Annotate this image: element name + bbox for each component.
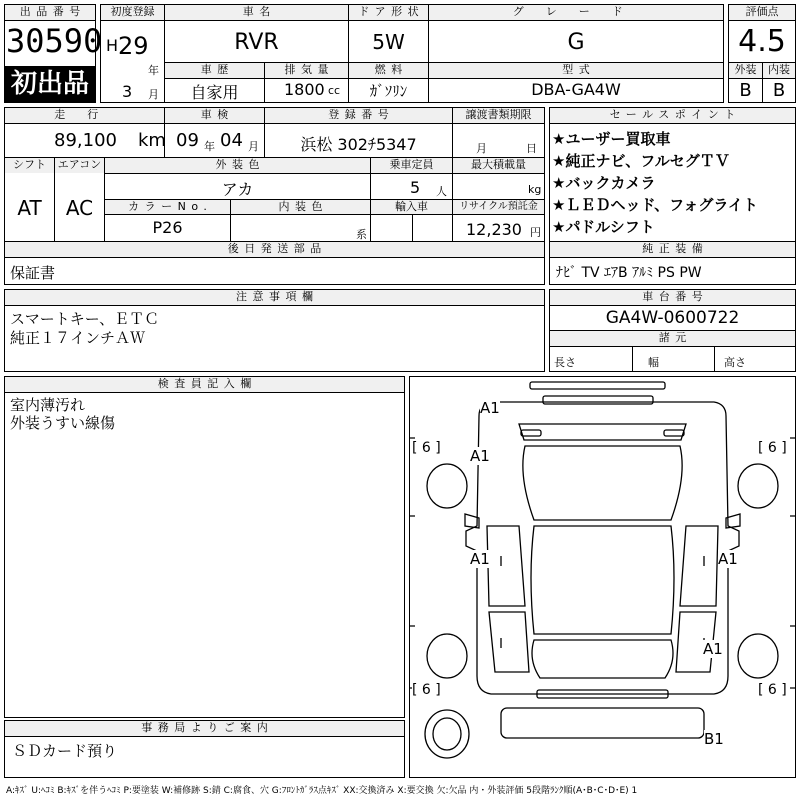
length-label: 長さ: [554, 356, 576, 369]
damage-mark-a1-rear-right: A1: [703, 640, 723, 658]
transfer-day-unit: 日: [526, 142, 537, 155]
shift: AT: [17, 196, 42, 220]
hood: [519, 424, 686, 440]
era: H: [106, 36, 119, 55]
recycle-fee: 12,230: [466, 220, 522, 239]
mileage-unit: km: [138, 130, 166, 151]
score-label: 評価点: [729, 5, 795, 20]
exterior-label: 外装: [729, 63, 762, 78]
width-label: 幅: [648, 356, 659, 369]
car-name: RVR: [234, 30, 279, 55]
inspection-year-unit: 年: [204, 140, 215, 153]
sales-point: ★ユーザー買取車: [552, 130, 671, 148]
model: DBA-GA4W: [531, 80, 621, 99]
reg-month-unit: 月: [148, 88, 159, 101]
load-unit: kg: [528, 183, 542, 196]
inspector-line: 外装うすい線傷: [10, 414, 116, 432]
door-label: ドア形状: [349, 5, 428, 20]
ac-label: エアコン: [55, 158, 104, 173]
reg-month: 3: [122, 82, 133, 101]
load-label: 最大積載量: [453, 158, 544, 173]
inspection-month-unit: 月: [248, 140, 259, 153]
notes-text: [10, 310, 159, 348]
reg-year: 29: [118, 32, 149, 60]
damage-mark-a1-front-left: A1: [470, 447, 490, 465]
ac: AC: [65, 196, 94, 220]
tire-depth-rear-left: [ 6 ]: [412, 682, 441, 698]
equipment-label: 純正装備: [550, 242, 795, 257]
displacement: 1800: [284, 80, 325, 99]
damage-mark-a1-left: A1: [470, 550, 490, 568]
inspection-month: 04: [220, 130, 243, 151]
inspector-text: [10, 396, 115, 432]
int-color-label: 内装色: [231, 200, 370, 214]
sales-point: ★バックカメラ: [552, 174, 656, 192]
plate-label: 登録番号: [265, 108, 452, 123]
mileage-label: 走行: [5, 108, 164, 123]
displacement-unit: cc: [328, 84, 341, 97]
chassis-label: 車台番号: [550, 290, 795, 305]
office-label: 事務局よりご案内: [5, 721, 404, 736]
tire-depth-front-right: [ 6 ]: [758, 440, 787, 456]
int-color-unit: 系: [356, 228, 367, 241]
wheel-front-left: [427, 464, 467, 508]
front-bumper: [530, 382, 665, 389]
mileage: 89,100: [54, 130, 117, 151]
transfer-label: 譲渡書類期限: [453, 108, 544, 123]
headlight-right: [664, 430, 684, 436]
grade: G: [567, 30, 585, 55]
capacity-label: 乗車定員: [371, 158, 452, 173]
inspection-label: 車検: [165, 108, 264, 123]
model-label: 型式: [429, 63, 723, 78]
reg-year-unit: 年: [148, 64, 159, 77]
capacity-unit: 人: [436, 185, 447, 198]
capacity: 5: [410, 178, 421, 197]
rear-window: [532, 640, 673, 678]
sales-point: ★ＬＥＤヘッド、フォグライト: [552, 196, 758, 214]
sales-points-list: [552, 128, 794, 238]
car-diagram: [409, 376, 796, 778]
headlight-left: [521, 430, 541, 436]
inspector-line: 室内薄汚れ: [10, 396, 86, 414]
interior-label: 内装: [763, 63, 795, 78]
shift-label: シフト: [5, 158, 54, 173]
equipment: ﾅﾋﾞ TV ｴｱB ｱﾙﾐ PS PW: [556, 265, 702, 281]
sales-points-label: セールスポイント: [550, 108, 795, 123]
car-name-label: 車名: [165, 5, 348, 20]
roof: [531, 526, 674, 634]
sales-point: ★パドルシフト: [552, 218, 655, 236]
fuel-label: 燃料: [349, 63, 428, 78]
inspection-year: 09: [176, 130, 199, 151]
recycle-unit: 円: [530, 226, 541, 239]
damage-mark-b1: B1: [704, 730, 724, 748]
displacement-label: 排気量: [265, 63, 348, 78]
rear-door-left: [489, 612, 529, 672]
color-no: P26: [152, 218, 183, 237]
rear-lower: [501, 708, 704, 738]
front-grille: [543, 396, 653, 404]
wheel-front-right: [738, 464, 778, 508]
lot-number: 30590: [6, 22, 103, 60]
history: 自家用: [190, 83, 239, 102]
tire-depth-rear-right: [ 6 ]: [758, 682, 787, 698]
inspector-label: 検査員記入欄: [5, 377, 404, 392]
wheel-rear-left: [427, 634, 467, 678]
height-label: 高さ: [724, 356, 746, 369]
sales-point: ★純正ナビ、フルセグＴＶ: [552, 152, 730, 170]
later-parts-label: 後日発送部品: [5, 242, 544, 257]
legend-footer: A:ｷｽﾞ U:ﾍｺﾐ B:ｷｽﾞを伴うﾍｺﾐ P:要塗装 W:補修跡 S:錆 C:腐食、穴 G:ﾌﾛﾝﾄｶﾞﾗｽ点ｷｽﾞ XX:交換済み X:要交換 欠:欠品 内・外装評価 5段階ﾗﾝｸ順(A･B･C･D･E) 1: [6, 786, 638, 796]
lot-label: 出品番号: [5, 5, 95, 20]
spare-tire: [425, 710, 469, 758]
front-door-right: [680, 526, 718, 606]
doors: 5W: [372, 30, 405, 54]
windshield: [523, 446, 682, 520]
color-no-label: カラーNo.: [105, 200, 230, 214]
ext-color-label: 外装色: [105, 158, 370, 173]
plate-number: 浜松 302ﾁ5347: [300, 135, 417, 154]
transfer-month-unit: 月: [476, 142, 487, 155]
note-line: スマートキー、ＥＴＣ: [10, 310, 160, 328]
later-parts: 保証書: [10, 264, 56, 282]
interior-grade: B: [772, 80, 786, 101]
damage-mark-a1-top: A1: [480, 399, 500, 417]
history-label: 車歴: [165, 63, 264, 78]
exterior-grade: B: [739, 80, 752, 101]
chassis-number: GA4W-0600722: [605, 308, 740, 328]
first-reg-label: 初度登録: [101, 5, 164, 20]
grade-label: グレード: [429, 5, 723, 20]
dims-label: 諸元: [550, 331, 795, 346]
tire-depth-front-left: [ 6 ]: [412, 440, 441, 456]
note-line: 純正１７インチＡＷ: [10, 329, 146, 347]
first-listing-badge: 初出品: [5, 66, 95, 102]
recycle-label: リサイクル預託金: [453, 200, 544, 214]
front-door-left: [487, 526, 525, 606]
notes-label: 注意事項欄: [5, 290, 544, 305]
damage-mark-a1-right: A1: [718, 550, 738, 568]
wheel-rear-right: [738, 634, 778, 678]
score: 4.5: [738, 24, 786, 59]
office-text: ＳＤカード預り: [12, 742, 118, 760]
ext-color: アカ: [221, 180, 254, 199]
import-label: 輸入車: [371, 200, 452, 214]
fuel: ｶﾞｿﾘﾝ: [369, 82, 408, 100]
